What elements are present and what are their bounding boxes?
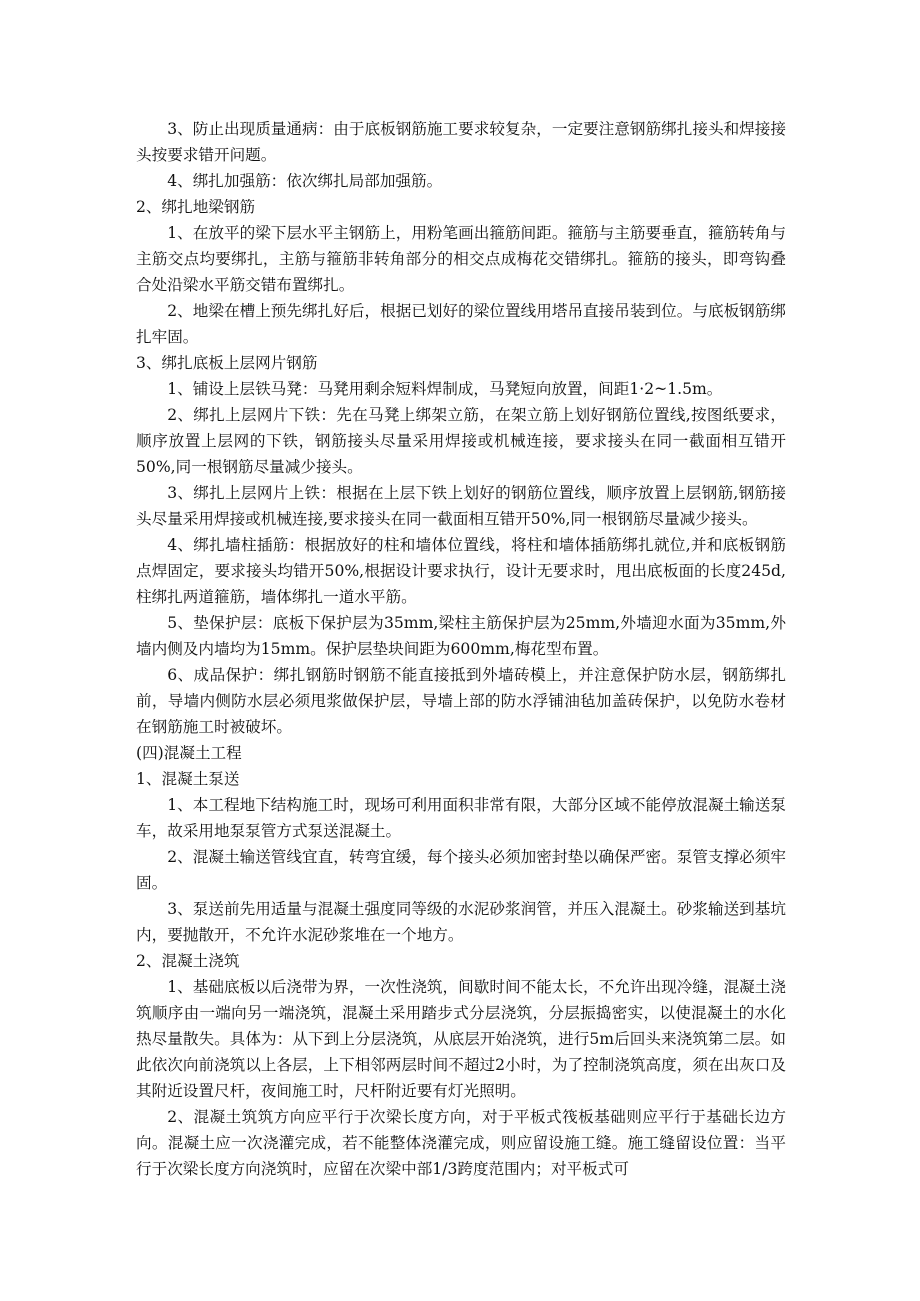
paragraph-pipeline: 2、混凝土输送管线宜直，转弯宜缓，每个接头必须加密封垫以确保严密。泵管支撑必须牢固。 [136,848,786,892]
paragraph-pump-method: 1、本工程地下结构施工时，现场可利用面积非常有限，大部分区域不能停放混凝土输送泵车，故采用地泵泵管方式泵送混凝土。 [136,796,786,840]
paragraph-beam-hoisting: 2、地梁在槽上预先绑扎好后，根据已划好的梁位置线用塔吊直接吊装到位。与底板钢筋绑扎牢固。 [136,302,786,346]
paragraph-dowel-bars: 4、绑扎墙柱插筋：根据放好的柱和墙体位置线，将柱和墙体插筋绑扎就位,并和底板钢筋点焊固定，要求接头均错开50%,根据设计要求执行，设计无要求时，甩出底板面的长度245d,柱绑扎两道箍筋，墙体绑扎一道水平筋。 [136,536,786,606]
paragraph-reinforcement-bars: 4、绑扎加强筋：依次绑扎局部加强筋。 [167,172,443,190]
section-heading-upper-mesh: 3、绑扎底板上层网片钢筋 [136,354,318,372]
section-heading-ground-beam: 2、绑扎地梁钢筋 [136,198,256,216]
section-heading-concrete-works: (四)混凝土工程 [136,744,242,762]
paragraph-upper-bars: 3、绑扎上层网片上铁：根据在上层下铁上划好的钢筋位置线，顺序放置上层钢筋,钢筋接头尽量采用焊接或机械连接,要求接头在同一截面相互错开50%,同一根钢筋尽量减少接头。 [136,484,786,528]
paragraph-pouring-direction: 2、混凝土筑筑方向应平行于次梁长度方向，对于平板式筏板基础则应平行于基础长边方向。混凝土应一次浇灌完成，若不能整体浇灌完成，则应留设施工缝。施工缝留设位置：当平行于次梁长度方向浇筑时，应留在次梁中部1/3跨度范围内；对平板式可 [136,1108,786,1178]
paragraph-stirrup-spacing: 1、在放平的梁下层水平主钢筋上，用粉笔画出箍筋间距。箍筋与主筋要垂直，箍筋转角与主筋交点均要绑扎，主筋与箍筋非转角部分的相交点成梅花交错绑扎。箍筋的接头，即弯钩叠合处沿梁水平筋交错布置绑扎。 [136,224,786,294]
section-heading-pumping: 1、混凝土泵送 [136,770,240,788]
section-heading-pouring: 2、混凝土浇筑 [136,952,240,970]
paragraph-lower-bars: 2、绑扎上层网片下铁：先在马凳上绑架立筋，在架立筋上划好钢筋位置线,按图纸要求，顺序放置上层网的下铁，钢筋接头尽量采用焊接或机械连接，要求接头在同一截面相互错开50%,同一根钢筋尽量减少接头。 [136,406,786,476]
paragraph-steel-stools: 1、铺设上层铁马凳：马凳用剩余短料焊制成，马凳短向放置，间距1·2~1.5m。 [167,380,723,398]
paragraph-quality-issues: 3、防止出现质量通病：由于底板钢筋施工要求较复杂，一定要注意钢筋绑扎接头和焊接接头按要求错开问题。 [136,120,786,164]
document-page [136,116,786,1182]
paragraph-finished-protection: 6、成品保护：绑扎钢筋时钢筋不能直接抵到外墙砖模上，并注意保护防水层，钢筋绑扎前，导墙内侧防水层必须甩浆做保护层，导墙上部的防水浮铺油毡加盖砖保护，以免防水卷材在钢筋施工时被破坏。 [136,666,786,736]
paragraph-cover-layer: 5、垫保护层：底板下保护层为35mm,梁柱主筋保护层为25mm,外墙迎水面为35mm,外墙内侧及内墙均为15mm。保护层垫块间距为600mm,梅花型布置。 [136,614,786,658]
paragraph-mortar-priming: 3、泵送前先用适量与混凝土强度同等级的水泥砂浆润管，并压入混凝土。砂浆输送到基坑内，要抛散开，不允许水泥砂浆堆在一个地方。 [136,900,786,944]
paragraph-layered-pouring: 1、基础底板以后浇带为界，一次性浇筑，间歇时间不能太长，不允许出现冷缝，混凝土浇筑顺序由一端向另一端浇筑，混凝土采用踏步式分层浇筑，分层振捣密实，以使混凝土的水化热尽量散失。具体为：从下到上分层浇筑，从底层开始浇筑，进行5m后回头来浇筑第二层。如此依次向前浇筑以上各层，上下相邻两层时间不超过2小时，为了控制浇筑高度，须在出灰口及其附近设置尺杆，夜间施工时，尺杆附近要有灯光照明。 [136,978,786,1100]
